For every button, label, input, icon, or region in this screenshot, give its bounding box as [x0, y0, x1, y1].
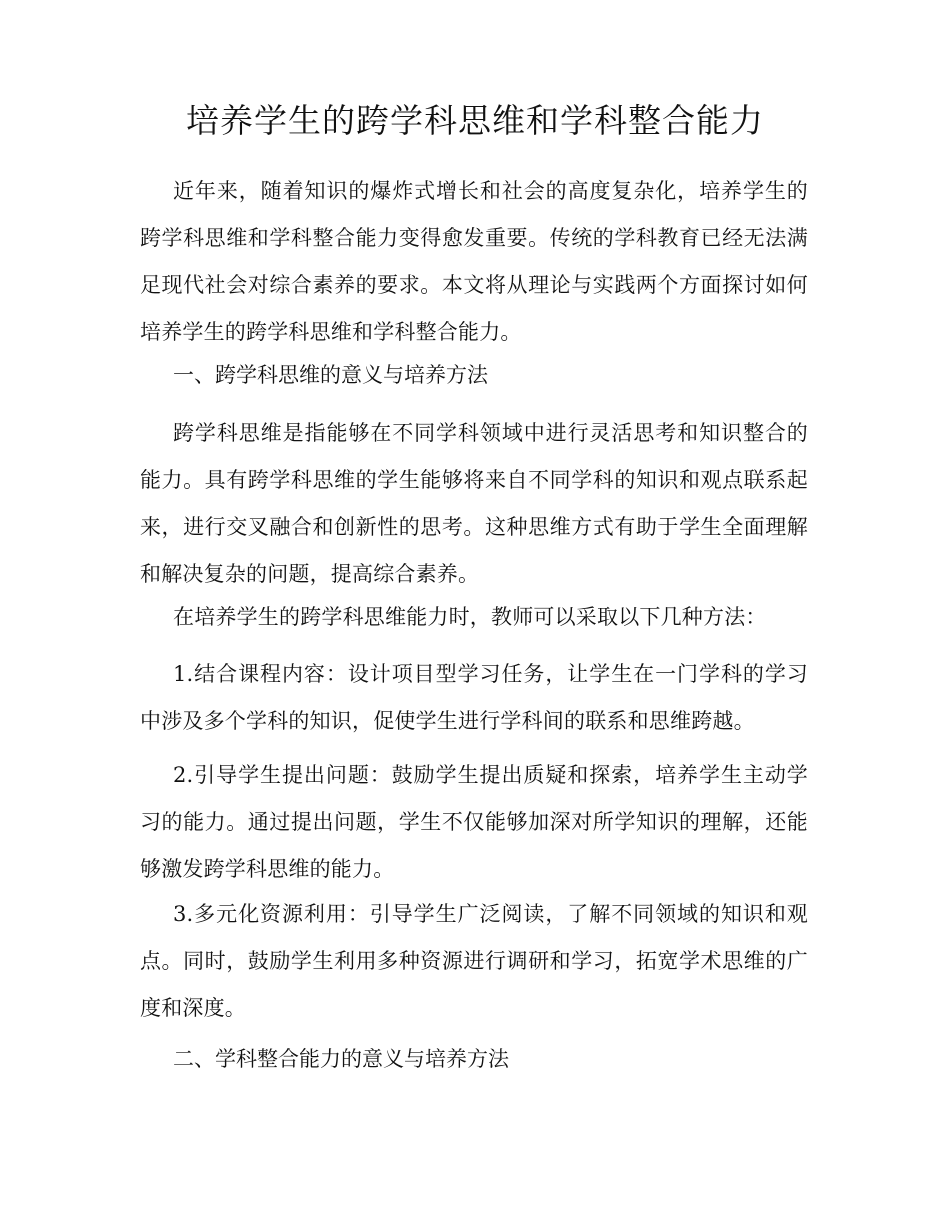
method-item-1: 1.结合课程内容：设计项目型学习任务，让学生在一门学科的学习中涉及多个学科的知识，促使学生进行学科间的联系和思维跨越。: [140, 662, 808, 733]
intro-paragraph: 近年来，随着知识的爆炸式增长和社会的高度复杂化，培养学生的跨学科思维和学科整合能力变得愈发重要。传统的学科教育已经无法满足现代社会对综合素养的要求。本文将从理论与实践两个方面探讨如何培养学生的跨学科思维和学科整合能力。: [140, 179, 808, 344]
method-item-2: 2.引导学生提出问题：鼓励学生提出质疑和探索，培养学生主动学习的能力。通过提出问题，学生不仅能够加深对所学知识的理解，还能够激发跨学科思维的能力。: [140, 763, 808, 881]
section-1-paragraph-1: 跨学科思维是指能够在不同学科领域中进行灵活思考和知识整合的能力。具有跨学科思维的学生能够将来自不同学科的知识和观点联系起来，进行交叉融合和创新性的思考。这种思维方式有助于学生全面理解和解决复杂的问题，提高综合素养。: [140, 421, 808, 586]
section-2-heading: 二、学科整合能力的意义与培养方法: [173, 1047, 509, 1071]
section-1-paragraph-2: 在培养学生的跨学科思维能力时，教师可以采取以下几种方法：: [173, 605, 767, 629]
method-item-3: 3.多元化资源利用：引导学生广泛阅读，了解不同领域的知识和观点。同时，鼓励学生利用多种资源进行调研和学习，拓宽学术思维的广度和深度。: [140, 902, 808, 1020]
document-title: 培养学生的跨学科思维和学科整合能力: [186, 101, 764, 140]
section-1-heading: 一、跨学科思维的意义与培养方法: [173, 363, 488, 387]
